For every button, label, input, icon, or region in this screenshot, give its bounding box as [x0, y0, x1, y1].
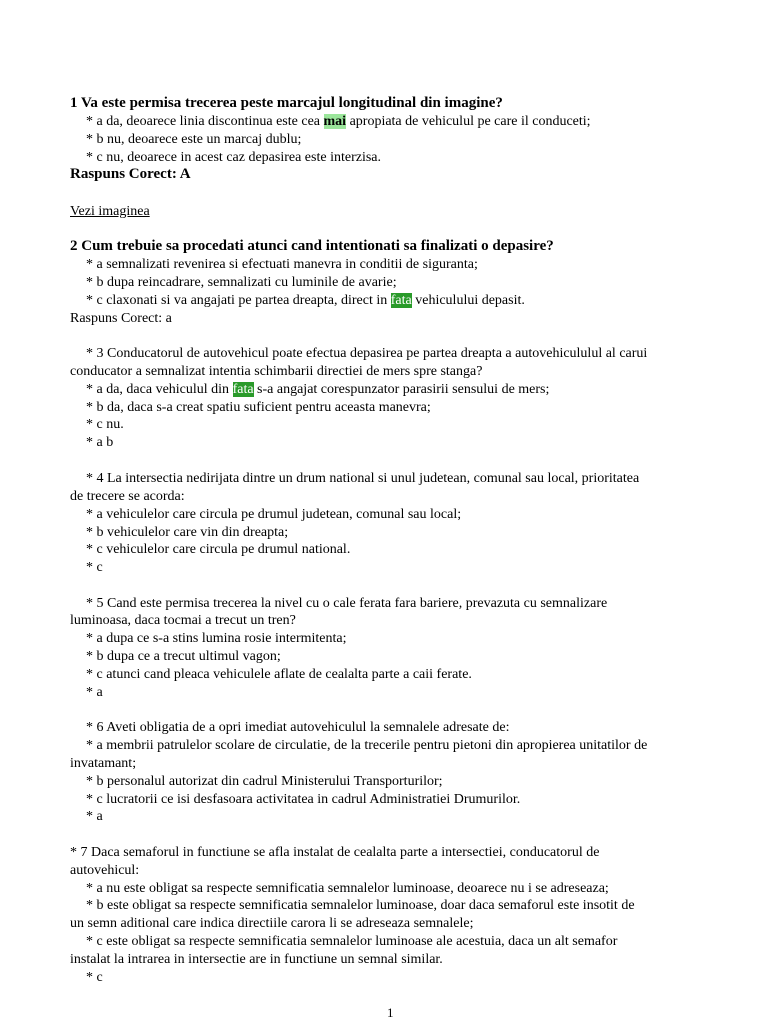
- q7-title-line1: * 7 Daca semaforul in functiune se afla instalat de cealalta parte a intersectiei, conducatorul de: [70, 845, 600, 860]
- q4-title-line2: de trecere se acorda:: [70, 489, 185, 504]
- q4-title-line1: * 4 La intersectia nedirijata dintre un drum national si unul judetean, comunal sau local, prioritatea: [86, 471, 640, 486]
- q5-option-a: * a dupa ce s-a stins lumina rosie intermitenta;: [86, 631, 347, 646]
- q5-option-c: * c atunci cand pleaca vehiculele aflate de cealalta parte a caii ferate.: [86, 667, 472, 682]
- q7-answer: * c: [86, 970, 103, 985]
- q1-title: 1 Va este permisa trecerea peste marcajul longitudinal din imagine?: [70, 95, 503, 111]
- q4-option-b: * b vehiculelor care vin din dreapta;: [86, 525, 289, 540]
- q5-option-b: * b dupa ce a trecut ultimul vagon;: [86, 649, 281, 664]
- q3-answer: * a b: [86, 435, 114, 450]
- q3-option-a: * a da, daca vehiculul din fata s-a angajat corespunzator parasirii sensului de mers;: [86, 382, 550, 397]
- q4-option-a: * a vehiculelor care circula pe drumul judetean, comunal sau local;: [86, 507, 462, 522]
- highlight-fata: fata: [390, 293, 412, 308]
- q1-option-a: * a da, deoarece linia discontinua este cea mai apropiata de vehiculul pe care il conduceti;: [86, 114, 591, 129]
- q7-option-b-line1: * b este obligat sa respecte semnificatia semnalelor luminoase, doar daca semaforul este insotit de: [86, 898, 635, 913]
- q3-option-b: * b da, daca s-a creat spatiu suficient pentru aceasta manevra;: [86, 400, 431, 415]
- q7-option-b-line2: un semn aditional care indica directiile carora li se adreseaza semnalele;: [70, 916, 474, 931]
- q7-option-c-line1: * c este obligat sa respecte semnificatia semnalelor luminoase ale acestuia, daca un alt semafor: [86, 934, 618, 949]
- q6-option-c: * c lucratorii ce isi desfasoara activitatea in cadrul Administratiei Drumurilor.: [86, 792, 521, 807]
- q1-answer: Raspuns Corect: A: [70, 166, 191, 182]
- q2-title: 2 Cum trebuie sa procedati atunci cand intentionati sa finalizati o depasire?: [70, 238, 554, 254]
- q4-option-c: * c vehiculelor care circula pe drumul national.: [86, 542, 351, 557]
- page-number: 1: [387, 1005, 394, 1020]
- q7-option-c-line2: instalat la intrarea in intersectie are in functiune un semnal similar.: [70, 952, 443, 967]
- view-image-link[interactable]: Vezi imaginea: [70, 204, 150, 219]
- highlight-mai: mai: [323, 114, 347, 129]
- q5-title-line2: luminoasa, daca tocmai a trecut un tren?: [70, 613, 296, 628]
- q3-option-c: * c nu.: [86, 417, 124, 432]
- q3-title-line2: conducator a semnalizat intentia schimbarii directiei de mers spre stanga?: [70, 364, 483, 379]
- q2-option-a: * a semnalizati revenirea si efectuati manevra in conditii de siguranta;: [86, 257, 478, 272]
- q2-option-c: * c claxonati si va angajati pe partea dreapta, direct in fata vehiculului depasit.: [86, 293, 525, 308]
- q3-title-line1: * 3 Conducatorul de autovehicul poate efectua depasirea pe partea dreapta a autovehicululul al carui: [86, 346, 648, 361]
- q4-answer: * c: [86, 560, 103, 575]
- q7-title-line2: autovehicul:: [70, 863, 140, 878]
- q7-option-a: * a nu este obligat sa respecte semnificatia semnalelor luminoase, deoarece nu i se adreseaza;: [86, 881, 609, 896]
- q6-option-b: * b personalul autorizat din cadrul Ministerului Transporturilor;: [86, 774, 443, 789]
- q6-title-line1: * 6 Aveti obligatia de a opri imediat autovehiculul la semnalele adresate de:: [86, 720, 510, 735]
- q1-option-b: * b nu, deoarece este un marcaj dublu;: [86, 132, 302, 147]
- q5-answer: * a: [86, 685, 103, 700]
- q5-title-line1: * 5 Cand este permisa trecerea la nivel cu o cale ferata fara bariere, prevazuta cu semnalizare: [86, 596, 608, 611]
- q1-option-c: * c nu, deoarece in acest caz depasirea este interzisa.: [86, 150, 381, 165]
- q6-option-a-line1: * a membrii patrulelor scolare de circulatie, de la trecerile pentru pietoni din apropierea unitatilor de: [86, 738, 648, 753]
- highlight-fata: fata: [232, 382, 254, 397]
- q2-answer: Raspuns Corect: a: [70, 311, 172, 326]
- q6-option-a-line2: invatamant;: [70, 756, 137, 771]
- q2-option-b: * b dupa reincadrare, semnalizati cu luminile de avarie;: [86, 275, 397, 290]
- q6-answer: * a: [86, 809, 103, 824]
